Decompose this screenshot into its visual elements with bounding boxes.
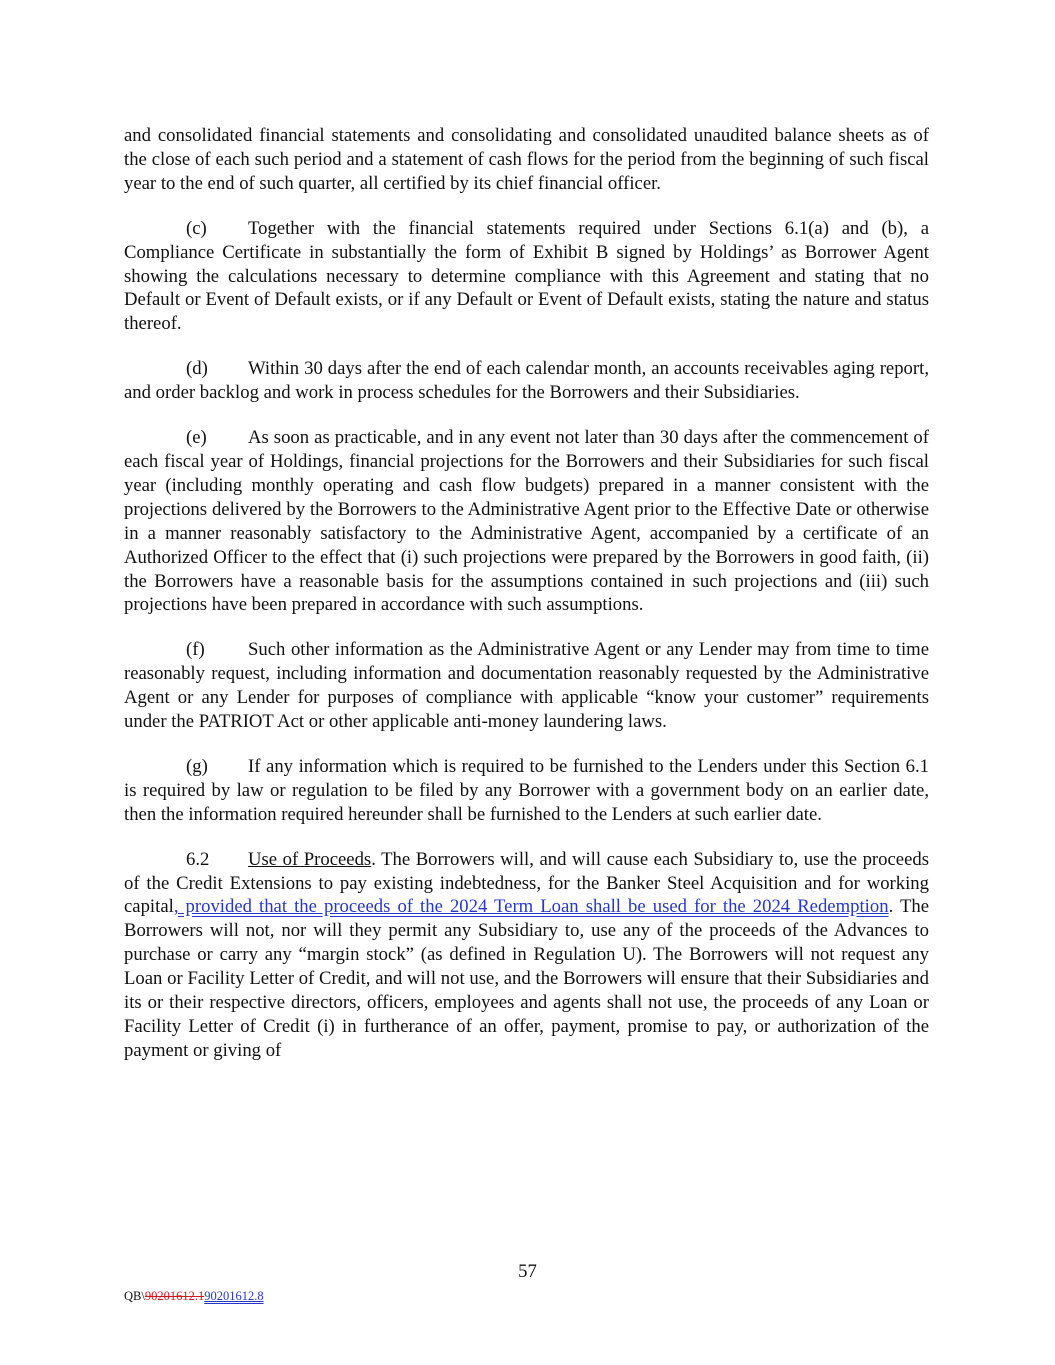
section-6-2 xyxy=(124,848,929,1063)
clause-label: (g) xyxy=(186,755,208,777)
page-body xyxy=(124,124,929,1063)
clause-label: (d) xyxy=(186,358,208,380)
continued-paragraph-text: and consolidated financial statements and consolidating and consolidated unaudited balance sheets as of the close of each such period and a statement of cash flows for the period from the beginning of such fiscal year to the end of such quarter, all certified by its chief financial officer. xyxy=(124,125,929,194)
document-id xyxy=(124,1289,264,1304)
clause-text: As soon as practicable, and in any event not later than 30 days after the commencement of each fiscal year of Holdings, financial projections for the Borrowers and their Subsidiaries for such fiscal year (including monthly operating and cash flow budgets) prepared in a manner consistent with the projections delivered by the Borrowers to the Administrative Agent prior to the Effective Date or otherwise in a manner reasonably satisfactory to the Administrative Agent, accompanied by a certificate of an Authorized Officer to the effect that (i) such projections were prepared by the Borrowers in good faith, (ii) the Borrowers have a reasonable basis for the assumptions contained in such projections and (iii) such projections have been prepared in accordance with such assumptions. xyxy=(124,427,929,616)
document-id-prefix: QB\ xyxy=(124,1289,145,1303)
clause-d xyxy=(124,357,929,405)
clause-text: Within 30 days after the end of each calendar month, an accounts receivables aging report, and order backlog and work in process schedules for the Borrowers and their Subsidiaries. xyxy=(124,358,929,404)
clause-text: If any information which is required to be furnished to the Lenders under this Section 6.1 is required by law or regulation to be filed by any Borrower with a government body on an earlier date, then the information required hereunder shall be furnished to the Lenders at such earlier date. xyxy=(124,755,929,825)
clause-text: Together with the financial statements required under Sections 6.1(a) and (b), a Compliance Certificate in substantially the form of Exhibit B signed by Holdings’ as Borrower Agent showing the calculations necessary to determine compliance with this Agreement and stating that no Default or Event of Default exists, or if any Default or Event of Default exists, stating the nature and status thereof. xyxy=(124,217,929,335)
continued-paragraph xyxy=(124,124,929,196)
clause-label: (e) xyxy=(186,427,207,449)
clause-label: (c) xyxy=(186,217,207,239)
section-number: 6.2 xyxy=(186,848,210,870)
section-text-after-insert: . The Borrowers will not, nor will they permit any Subsidiary to, use any of the proceeds of the Advances to purchase or carry any “margin stock” (as defined in Regulation U). The Borrowers will not request any Loan or Facility Letter of Credit, and will not use, and the Borrowers will ensure that their Subsidiaries and its or their respective directors, officers, employees and agents shall not use, the proceeds of any Loan or Facility Letter of Credit (i) in furtherance of an offer, payment, promise to pay, or authorization of the payment or giving of xyxy=(124,896,930,1061)
clause-text: Such other information as the Administrative Agent or any Lender may from time to time reasonably request, including information and documentation reasonably requested by the Administrative Agent or any Lender for purposes of compliance with applicable “know your customer” requirements under the PATRIOT Act or other applicable anti-money laundering laws. xyxy=(124,639,929,733)
clause-g xyxy=(124,755,929,827)
page-number: 57 xyxy=(518,1261,537,1282)
section-text-before-insert: . The Borrowers will, and will cause each Subsidiary to, use the proceeds of the Credit Extensions to pay existing indebtedness, for the Banker Steel Acquisition and for working capital xyxy=(124,848,929,918)
deleted-document-id: 90201612.1 xyxy=(144,1289,205,1303)
section-heading: Use of Proceeds xyxy=(248,848,372,870)
clause-label: (f) xyxy=(186,639,205,661)
clause-c xyxy=(124,217,929,337)
clause-e xyxy=(124,426,929,617)
inserted-text: , provided that the proceeds of the 2024 Term Loan shall be used for the 2024 Redemption xyxy=(173,896,889,918)
clause-f xyxy=(124,638,929,734)
inserted-document-id: 90201612.8 xyxy=(204,1289,264,1303)
